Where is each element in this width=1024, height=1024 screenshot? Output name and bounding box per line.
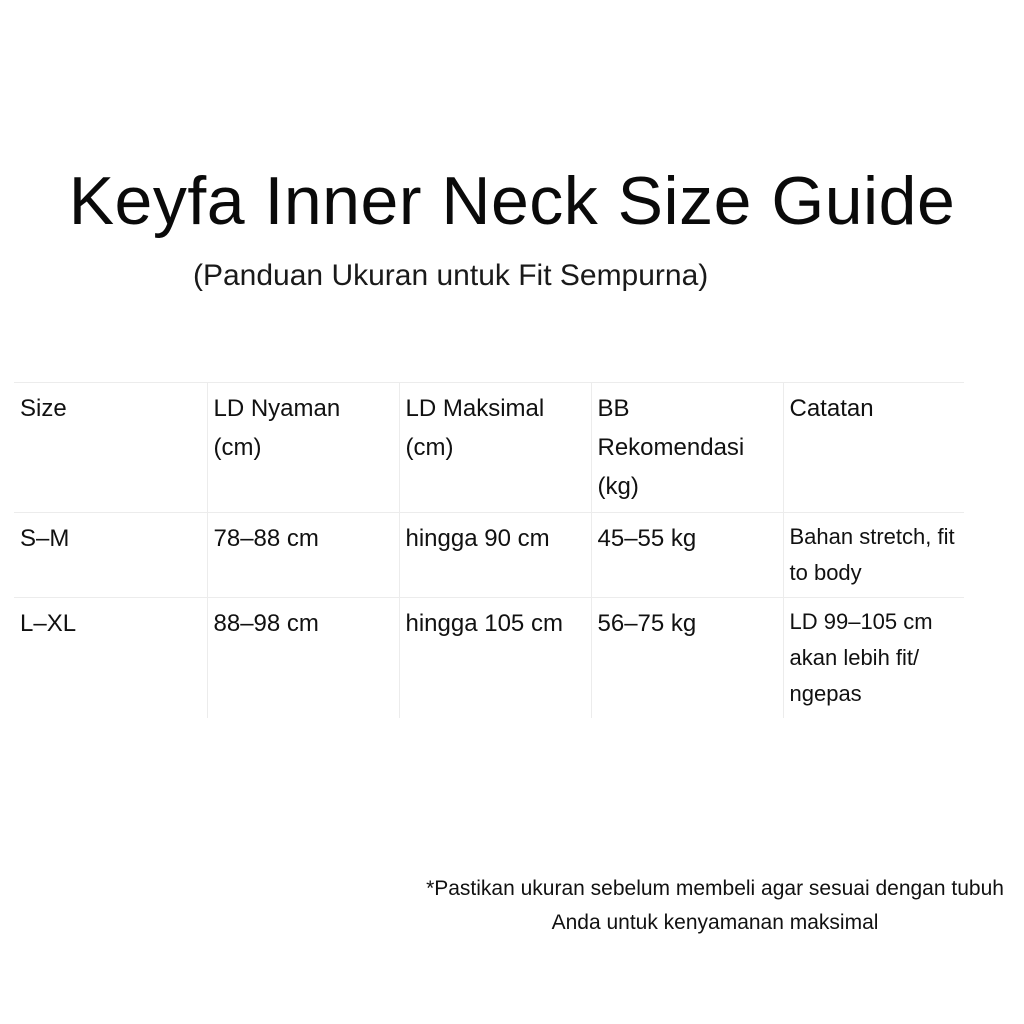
cell-catatan: Bahan stretch, fit to body <box>783 513 964 598</box>
header-bb-rekomendasi: BB Rekomendasi (kg) <box>591 383 783 513</box>
cell-bb: 56–75 kg <box>591 598 783 719</box>
cell-catatan: LD 99–105 cm akan lebih fit/ ngepas <box>783 598 964 719</box>
cell-ld-maksimal: hingga 90 cm <box>399 513 591 598</box>
table-row <box>14 513 964 598</box>
page-subtitle: (Panduan Ukuran untuk Fit Sempurna) <box>193 259 709 292</box>
header-ld-maksimal: LD Maksimal (cm) <box>399 383 591 513</box>
footnote: *Pastikan ukuran sebelum membeli agar sesuai dengan tubuh Anda untuk kenyamanan maksimal <box>426 877 1004 934</box>
page-title: Keyfa Inner Neck Size Guide <box>68 163 956 239</box>
cell-bb: 45–55 kg <box>591 513 783 598</box>
cell-ld-nyaman: 78–88 cm <box>207 513 399 598</box>
size-guide-table <box>14 382 964 718</box>
header-ld-nyaman: LD Nyaman (cm) <box>207 383 399 513</box>
cell-ld-maksimal: hingga 105 cm <box>399 598 591 719</box>
table-header-row <box>14 383 964 513</box>
cell-size: L–XL <box>14 598 207 719</box>
header-catatan: Catatan <box>783 383 964 513</box>
table-row <box>14 598 964 719</box>
cell-size: S–M <box>14 513 207 598</box>
header-size: Size <box>14 383 207 513</box>
cell-ld-nyaman: 88–98 cm <box>207 598 399 719</box>
